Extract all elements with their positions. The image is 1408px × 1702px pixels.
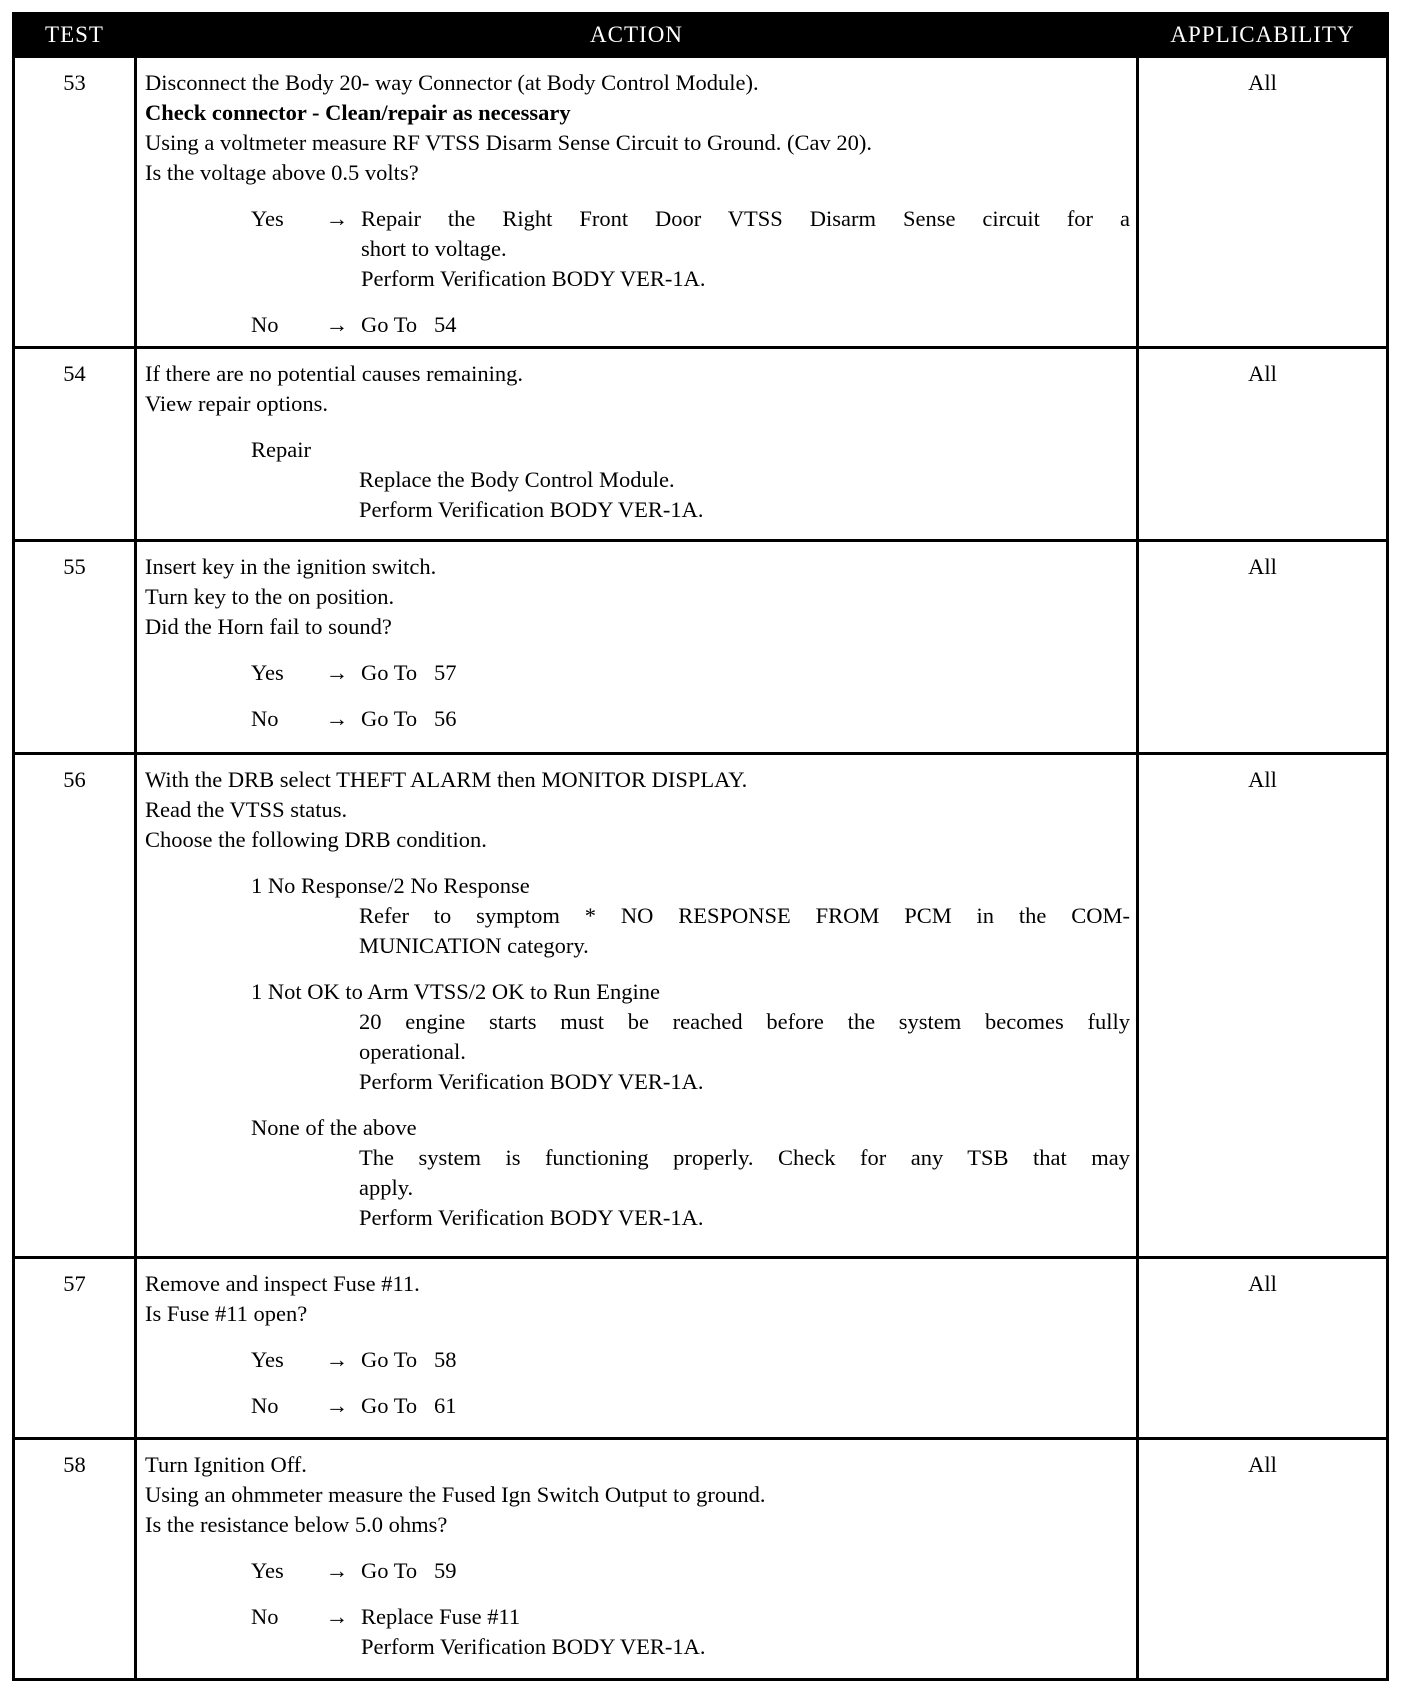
header-test: TEST <box>14 14 136 57</box>
no-result: Go To 61 <box>361 1393 457 1418</box>
action-line-emphasis: Check connector - Clean/repair as necessary <box>145 100 571 125</box>
yes-label: Yes <box>251 1347 284 1372</box>
result-line: Replace Fuse #11 <box>361 1604 521 1629</box>
arrow-icon: → <box>325 706 349 731</box>
no-label: No <box>251 1604 279 1629</box>
option-label: 1 No Response/2 No Response <box>251 873 530 898</box>
no-branch <box>251 310 1130 340</box>
action-line: Did the Horn fail to sound? <box>145 614 392 639</box>
arrow-icon: → <box>325 1604 349 1629</box>
option-label: None of the above <box>251 1115 417 1140</box>
option-line: 20 engine starts must be reached before the system becomes fully <box>359 1009 1130 1034</box>
table-row-test-57 <box>14 1258 1388 1439</box>
yes-result: Go To 59 <box>361 1558 457 1583</box>
arrow-icon: → <box>325 206 349 231</box>
action-line: Remove and inspect Fuse #11. <box>145 1271 420 1296</box>
yes-branch <box>251 204 1130 294</box>
applicability-value: All <box>1138 348 1388 541</box>
action-cell <box>136 1439 1138 1680</box>
applicability-value: All <box>1138 1258 1388 1439</box>
action-cell <box>136 541 1138 754</box>
applicability-value: All <box>1138 1439 1388 1680</box>
result-line: Perform Verification BODY VER-1A. <box>361 1634 706 1659</box>
yes-result: Go To 57 <box>361 660 457 685</box>
no-result: Go To 54 <box>361 312 457 337</box>
repair-label: Repair <box>251 437 311 462</box>
action-line: Choose the following DRB condition. <box>145 827 487 852</box>
no-branch <box>251 704 1130 734</box>
yes-result: Go To 58 <box>361 1347 457 1372</box>
table-row-test-56 <box>14 754 1388 1258</box>
option-line: apply. <box>359 1175 414 1200</box>
action-line: Using an ohmmeter measure the Fused Ign Switch Output to ground. <box>145 1482 766 1507</box>
no-label: No <box>251 706 279 731</box>
drb-condition-option <box>251 871 1130 961</box>
table-row-test-58 <box>14 1439 1388 1680</box>
test-number: 56 <box>14 754 136 1258</box>
drb-condition-option <box>251 977 1130 1097</box>
result-line: Perform Verification BODY VER-1A. <box>361 266 706 291</box>
option-line: Perform Verification BODY VER-1A. <box>359 1069 704 1094</box>
table-row-test-55 <box>14 541 1388 754</box>
option-line: operational. <box>359 1039 466 1064</box>
repair-line: Replace the Body Control Module. <box>359 467 675 492</box>
drb-condition-option <box>251 1113 1130 1233</box>
table-row-test-53 <box>14 57 1388 348</box>
action-line: Is Fuse #11 open? <box>145 1301 308 1326</box>
test-number: 54 <box>14 348 136 541</box>
action-line: Disconnect the Body 20- way Connector (at Body Control Module). <box>145 70 759 95</box>
repair-option <box>251 435 1130 525</box>
action-line: View repair options. <box>145 391 328 416</box>
action-line: Turn Ignition Off. <box>145 1452 307 1477</box>
arrow-icon: → <box>325 1558 349 1583</box>
test-number: 55 <box>14 541 136 754</box>
result-line: Repair the Right Front Door VTSS Disarm Sense circuit for a <box>361 206 1130 231</box>
action-line: Turn key to the on position. <box>145 584 395 609</box>
option-line: MUNICATION category. <box>359 933 589 958</box>
arrow-icon: → <box>325 1393 349 1418</box>
repair-line: Perform Verification BODY VER-1A. <box>359 497 704 522</box>
header-applicability: APPLICABILITY <box>1138 14 1388 57</box>
table-row-test-54 <box>14 348 1388 541</box>
applicability-value: All <box>1138 754 1388 1258</box>
diagnostic-page <box>12 12 1386 1689</box>
yes-branch <box>251 1556 1130 1586</box>
test-number: 53 <box>14 57 136 348</box>
arrow-icon: → <box>325 660 349 685</box>
action-cell <box>136 754 1138 1258</box>
test-number: 57 <box>14 1258 136 1439</box>
action-line: Using a voltmeter measure RF VTSS Disarm Sense Circuit to Ground. (Cav 20). <box>145 130 872 155</box>
action-line: Is the resistance below 5.0 ohms? <box>145 1512 448 1537</box>
table-header-row <box>14 14 1388 57</box>
action-cell <box>136 1258 1138 1439</box>
action-line: Insert key in the ignition switch. <box>145 554 437 579</box>
arrow-icon: → <box>325 1347 349 1372</box>
option-line: Perform Verification BODY VER-1A. <box>359 1205 704 1230</box>
yes-branch <box>251 1345 1130 1375</box>
option-line: Refer to symptom * NO RESPONSE FROM PCM in the COM- <box>359 903 1130 928</box>
action-cell <box>136 348 1138 541</box>
diagnostic-test-table <box>12 12 1389 1681</box>
action-cell <box>136 57 1138 348</box>
yes-label: Yes <box>251 660 284 685</box>
action-line: Is the voltage above 0.5 volts? <box>145 160 419 185</box>
no-branch <box>251 1602 1130 1662</box>
yes-label: Yes <box>251 206 284 231</box>
no-label: No <box>251 1393 279 1418</box>
applicability-value: All <box>1138 57 1388 348</box>
option-line: The system is functioning properly. Check for any TSB that may <box>359 1145 1130 1170</box>
no-label: No <box>251 312 279 337</box>
no-result: Go To 56 <box>361 706 457 731</box>
yes-branch <box>251 658 1130 688</box>
test-number: 58 <box>14 1439 136 1680</box>
applicability-value: All <box>1138 541 1388 754</box>
yes-label: Yes <box>251 1558 284 1583</box>
arrow-icon: → <box>325 312 349 337</box>
yes-result <box>361 204 1130 294</box>
action-line: Read the VTSS status. <box>145 797 348 822</box>
action-line: If there are no potential causes remaining. <box>145 361 523 386</box>
no-branch <box>251 1391 1130 1421</box>
action-line: With the DRB select THEFT ALARM then MONITOR DISPLAY. <box>145 767 748 792</box>
no-result <box>361 1602 1130 1662</box>
option-label: 1 Not OK to Arm VTSS/2 OK to Run Engine <box>251 979 660 1004</box>
header-action: ACTION <box>136 14 1138 57</box>
result-line: short to voltage. <box>361 236 507 261</box>
